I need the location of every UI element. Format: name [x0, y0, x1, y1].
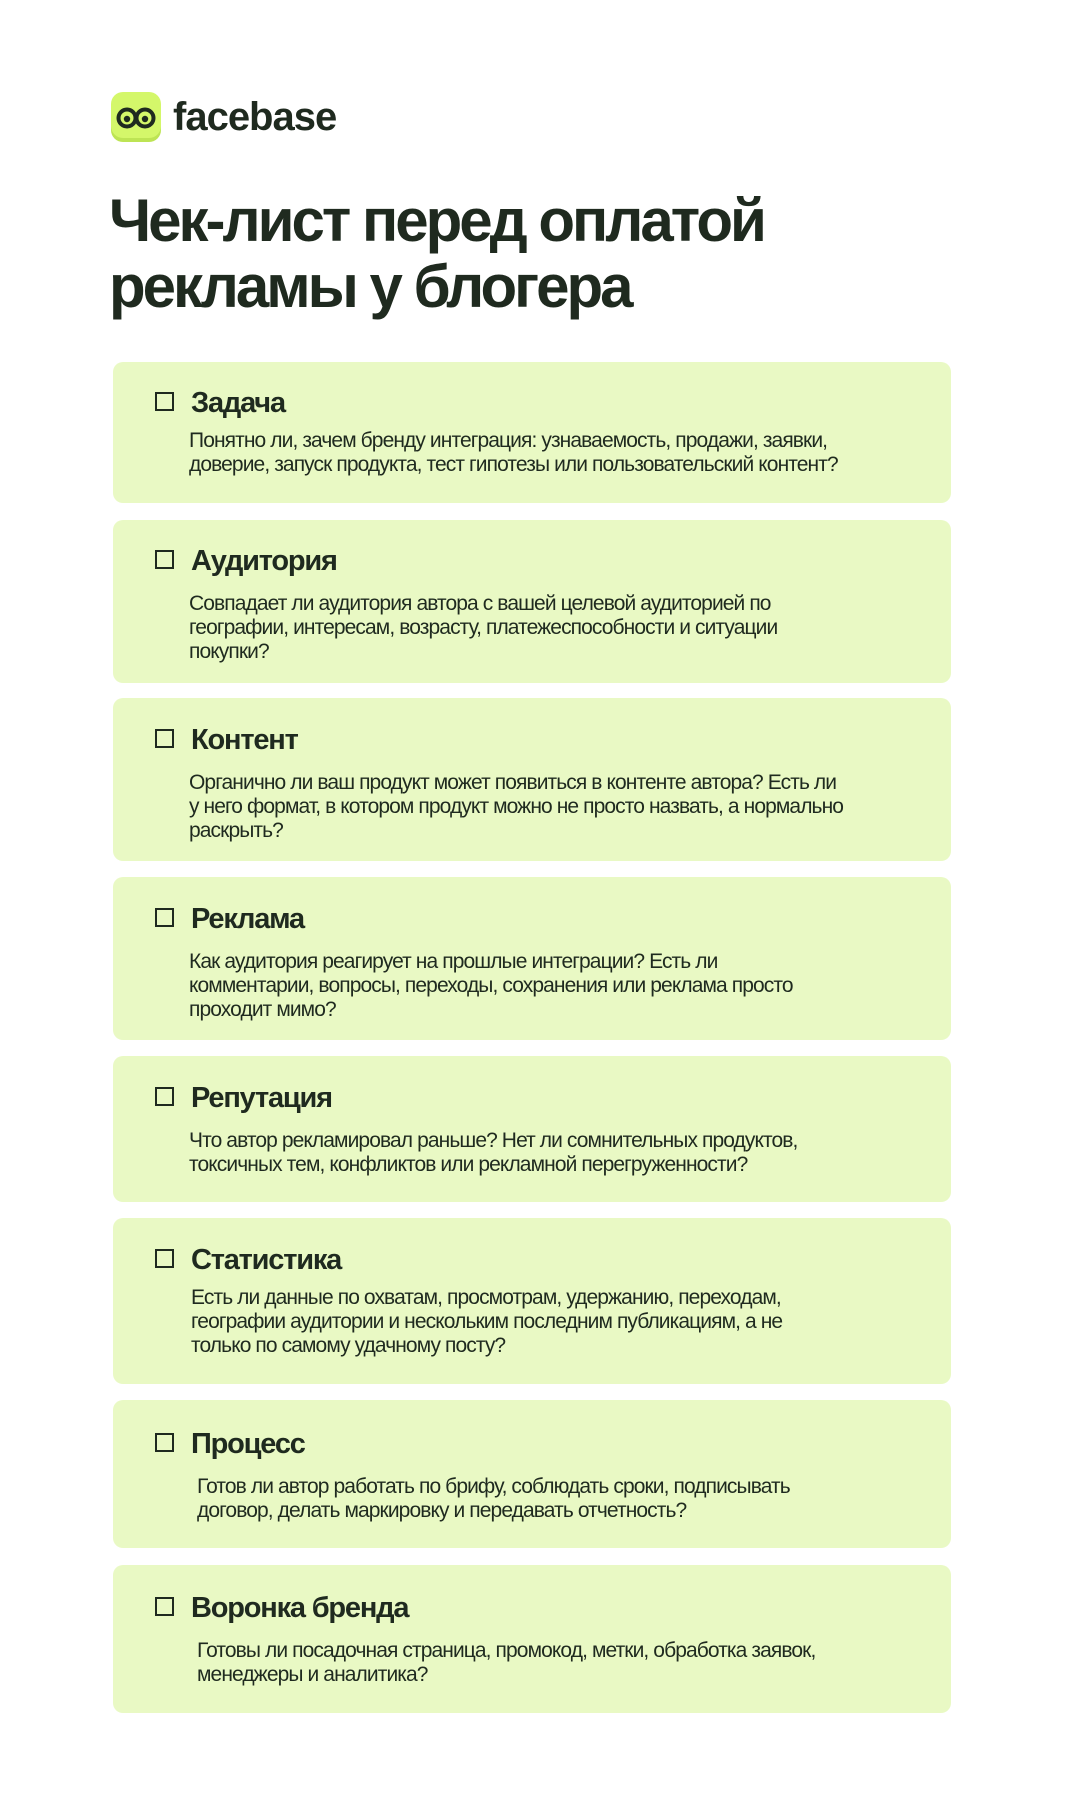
eyes-icon	[111, 92, 161, 142]
item-title: Репутация	[191, 1082, 332, 1114]
item-description: Готовы ли посадочная страница, промокод, метки, обработка заявок, менеджеры и аналитика?	[197, 1639, 816, 1686]
checklist-item-reputation	[113, 1056, 951, 1202]
checklist-item-process	[113, 1400, 951, 1548]
item-title: Контент	[191, 724, 298, 756]
checkbox[interactable]	[155, 1597, 174, 1616]
item-description: Органично ли ваш продукт может появиться в контенте автора? Есть ли у него формат, в котором продукт можно не просто назвать, а нормально раскрыть?	[189, 771, 844, 842]
page-title-line-2: рекламы у блогера	[109, 253, 631, 320]
checklist-item-brand-funnel	[113, 1565, 951, 1713]
item-description: Как аудитория реагирует на прошлые интеграции? Есть ли комментарии, вопросы, переходы, сохранения или реклама просто проходит мимо?	[189, 950, 793, 1021]
brand-logo	[111, 92, 336, 142]
item-title: Статистика	[191, 1244, 342, 1276]
item-description: Понятно ли, зачем бренду интеграция: узнаваемость, продажи, заявки, доверие, запуск продукта, тест гипотезы или пользовательский контент?	[189, 429, 838, 476]
item-title: Аудитория	[191, 545, 337, 577]
brand-name: facebase	[173, 95, 337, 139]
checkbox[interactable]	[155, 1087, 174, 1106]
page-title-line-1: Чек-лист перед оплатой	[109, 187, 764, 254]
item-title: Процесс	[191, 1428, 305, 1460]
checklist-item-audience	[113, 520, 951, 683]
checkbox[interactable]	[155, 729, 174, 748]
item-title: Задача	[191, 387, 285, 419]
checklist-item-task	[113, 362, 951, 503]
item-description: Есть ли данные по охватам, просмотрам, удержанию, переходам, географии аудитории и нескольким последним публикациям, а не только по самому удачному посту?	[191, 1286, 783, 1357]
page-title	[109, 188, 949, 320]
checkbox[interactable]	[155, 1433, 174, 1452]
checklist-item-statistics	[113, 1218, 951, 1384]
checkbox[interactable]	[155, 392, 174, 411]
item-description: Совпадает ли аудитория автора с вашей целевой аудиторией по географии, интересам, возрасту, платежеспособности и ситуации покупки?	[189, 592, 778, 663]
item-title: Воронка бренда	[191, 1592, 409, 1624]
checkbox[interactable]	[155, 550, 174, 569]
item-title: Реклама	[191, 903, 304, 935]
checklist-item-content	[113, 698, 951, 861]
checklist-item-advertising	[113, 877, 951, 1040]
checkbox[interactable]	[155, 1249, 174, 1268]
checkbox[interactable]	[155, 908, 174, 927]
item-description: Готов ли автор работать по брифу, соблюдать сроки, подписывать договор, делать маркировку и передавать отчетность?	[197, 1475, 790, 1522]
item-description: Что автор рекламировал раньше? Нет ли сомнительных продуктов, токсичных тем, конфликтов или рекламной перегруженности?	[189, 1129, 798, 1176]
